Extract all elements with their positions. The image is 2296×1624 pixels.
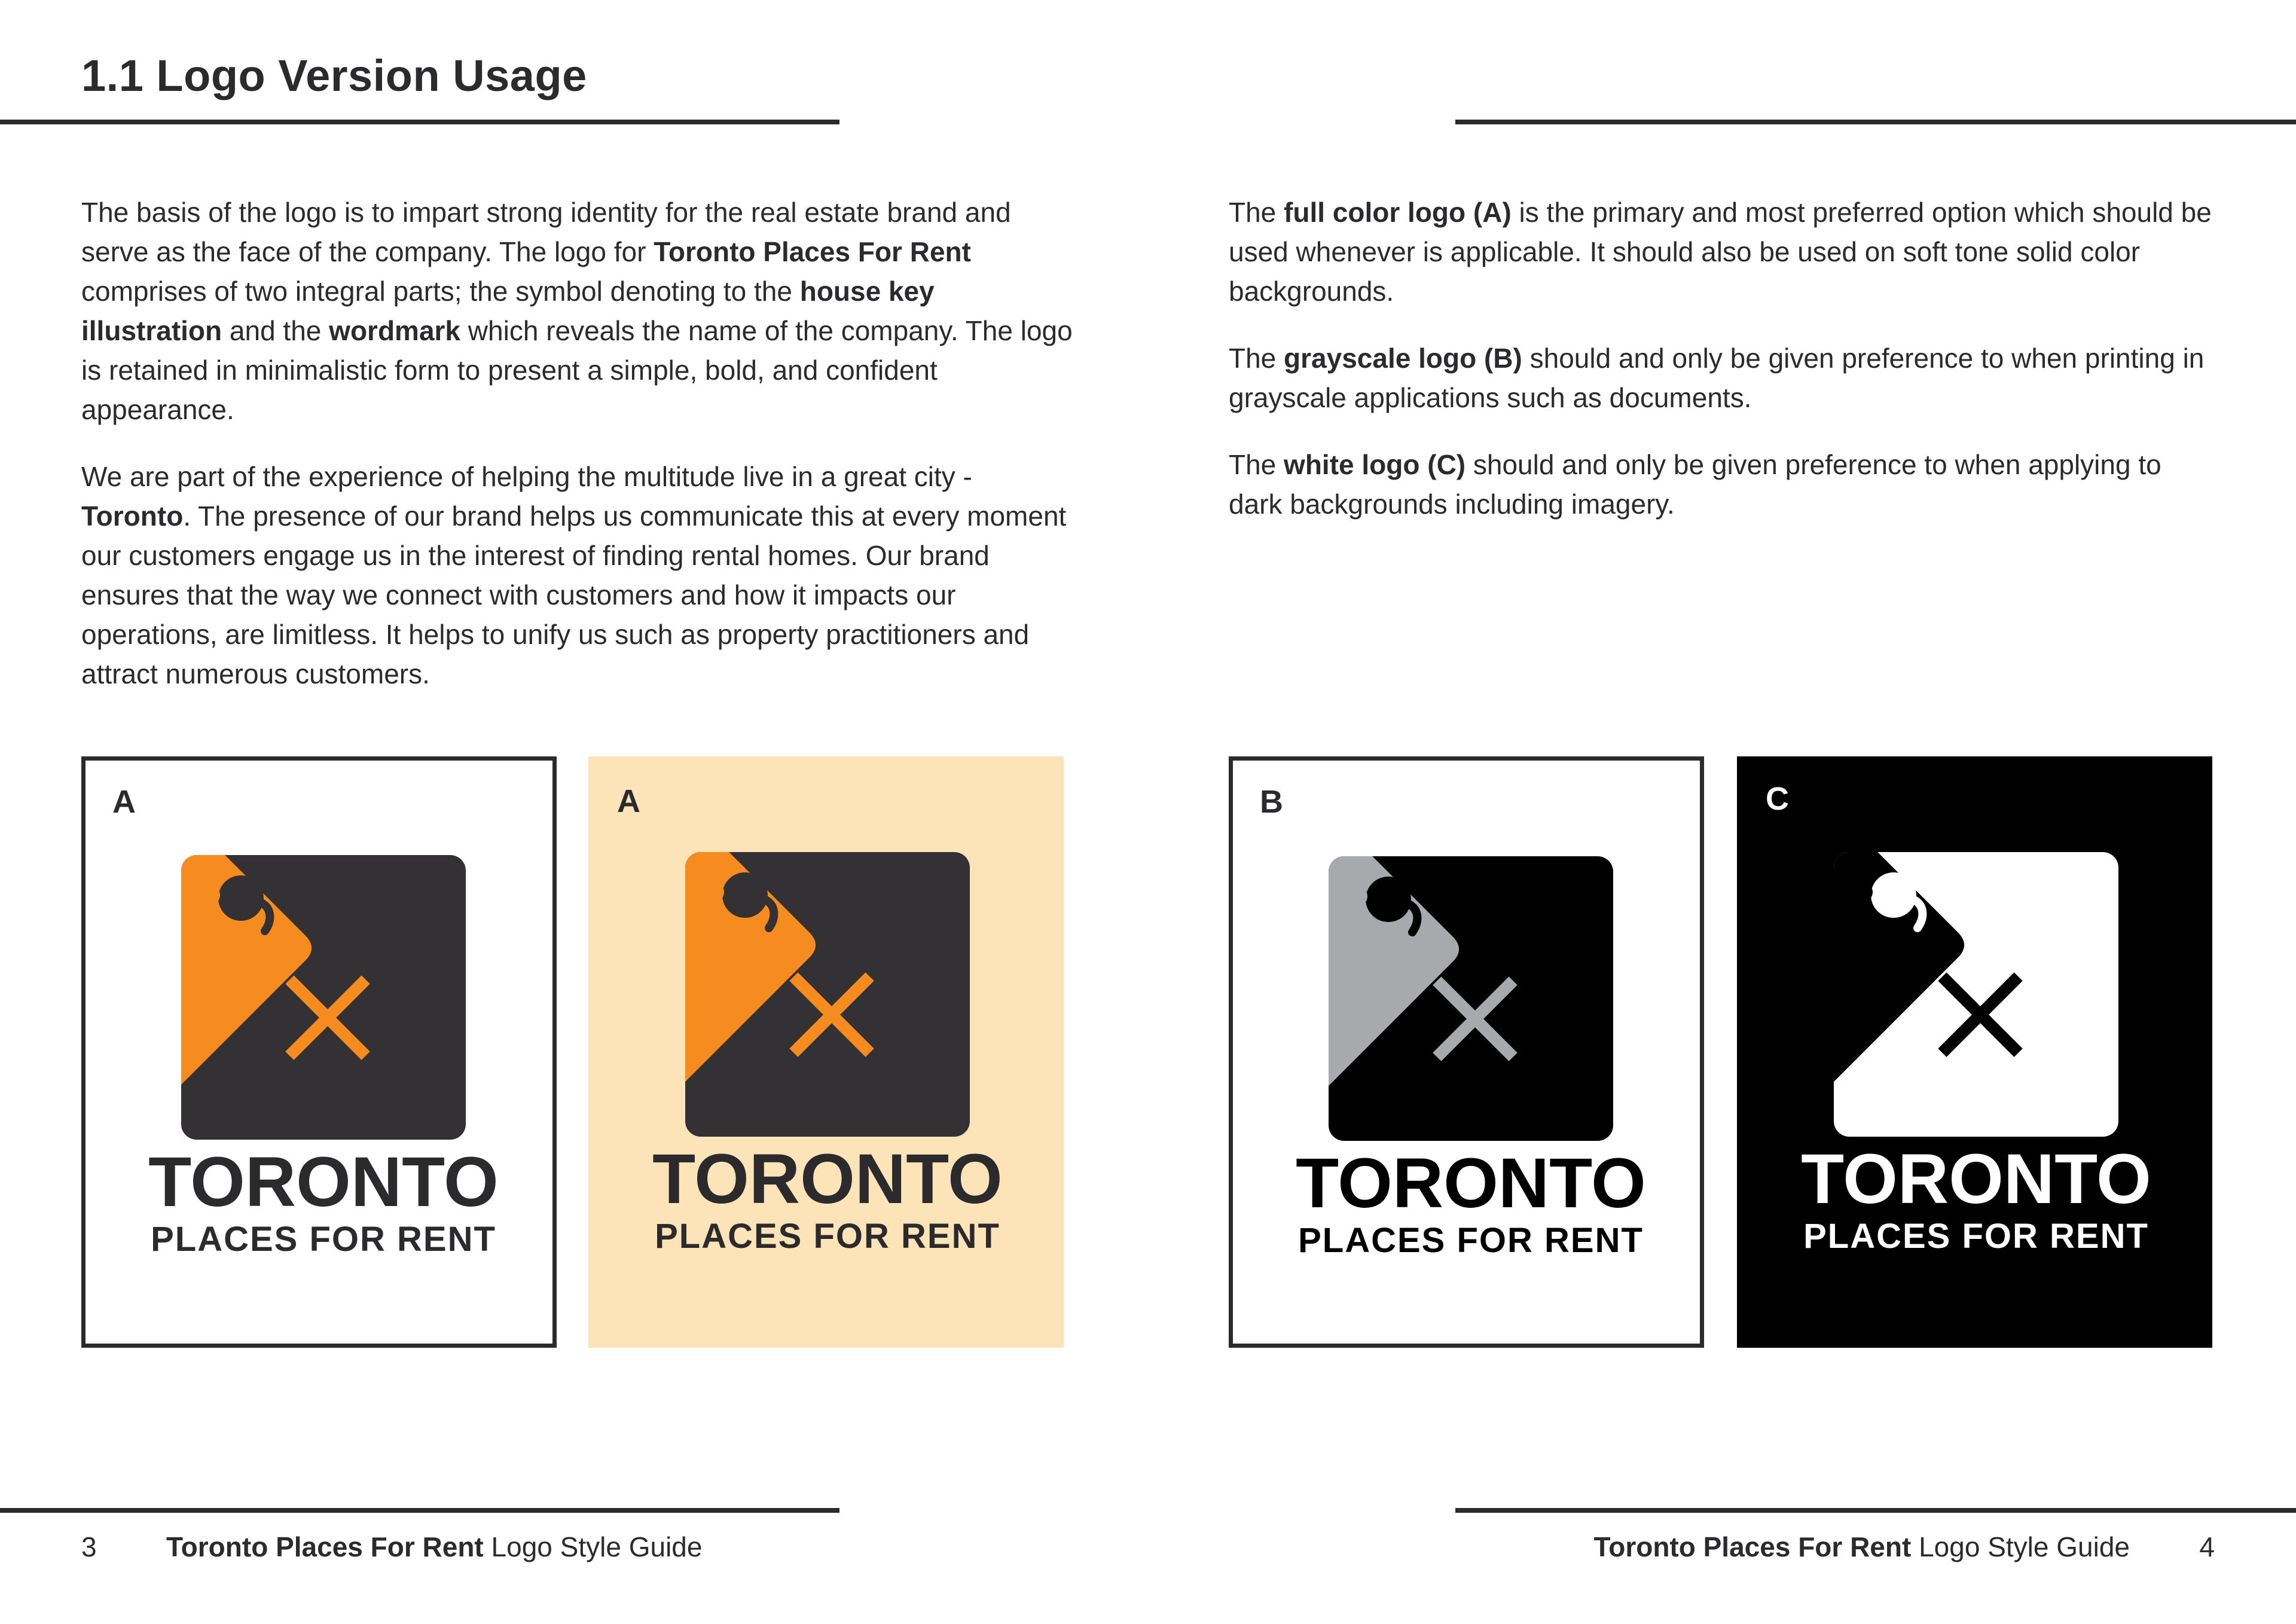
- logo-wordmark: TORONTO: [1296, 1144, 1646, 1223]
- full-color-paragraph: The full color logo (A) is the primary and most preferred option which should be used whenever is applicable. It should also be used on soft tone solid color backgrounds.: [1229, 197, 2212, 307]
- logo-full-color-cream: [588, 756, 1064, 1348]
- logo-full-color-white: [86, 761, 552, 1344]
- logo-panel-white: [1737, 756, 2212, 1348]
- page-title: 1.1 Logo Version Usage: [81, 51, 587, 100]
- logo-wordmark: TORONTO: [148, 1143, 499, 1222]
- logo-tagline: PLACES FOR RENT: [1298, 1221, 1644, 1260]
- panel-letter: A: [112, 784, 136, 820]
- footer-rule-right: [1455, 1508, 2296, 1513]
- logo-tagline: PLACES FOR RENT: [151, 1220, 496, 1259]
- experience-paragraph: We are part of the experience of helping the multitude live in a great city - Toronto. The presence of our brand helps us communicate this at every moment our customers engage us in the interest of finding rental homes. Our brand ensures that the way we connect with customers and how it impacts our operations, are limitless. It helps to unify us such as property practitioners and attract numerous customers.: [81, 461, 1067, 689]
- footer-title-right: Toronto Places For Rent Logo Style Guide: [1593, 1531, 2130, 1562]
- panel-letter: C: [1766, 781, 1789, 817]
- grayscale-paragraph: The grayscale logo (B) should and only be given preference to when printing in grayscale applications such as documents.: [1229, 343, 2205, 413]
- footer-title-left: Toronto Places For Rent Logo Style Guide: [166, 1531, 703, 1562]
- footer-page-number-right: 4: [2199, 1531, 2215, 1562]
- logo-grayscale: [1233, 761, 1700, 1344]
- intro-paragraph: The basis of the logo is to impart strong identity for the real estate brand and serve as the face of the company. The logo for Toronto Places For Rent comprises of two integral parts; the symbol denoting to the house key illustration and the wordmark which reveals the name of the company. The logo is retained in minimalistic form to present a simple, bold, and confident appearance.: [81, 197, 1073, 425]
- logo-tagline: PLACES FOR RENT: [655, 1217, 1000, 1256]
- panel-letter: A: [617, 783, 640, 819]
- logo-panel-grayscale: [1229, 756, 1704, 1348]
- logo-wordmark: TORONTO: [1801, 1140, 2151, 1219]
- logo-wordmark: TORONTO: [652, 1140, 1003, 1219]
- left-column: [81, 193, 1074, 694]
- right-column: [1229, 193, 2221, 524]
- footer-rule-left: [0, 1508, 839, 1513]
- footer-page-number-left: 3: [81, 1531, 97, 1562]
- logo-panel-full-color-cream: [588, 756, 1064, 1348]
- logo-white: [1737, 756, 2212, 1348]
- header-rule-right: [1455, 120, 2296, 124]
- white-logo-paragraph: The white logo (C) should and only be given preference to when applying to dark backgrounds including imagery.: [1229, 449, 2161, 520]
- header-rule-left: [0, 120, 839, 124]
- logo-panel-full-color-white: [81, 756, 557, 1348]
- panel-letter: B: [1260, 784, 1283, 820]
- logo-tagline: PLACES FOR RENT: [1803, 1217, 2149, 1256]
